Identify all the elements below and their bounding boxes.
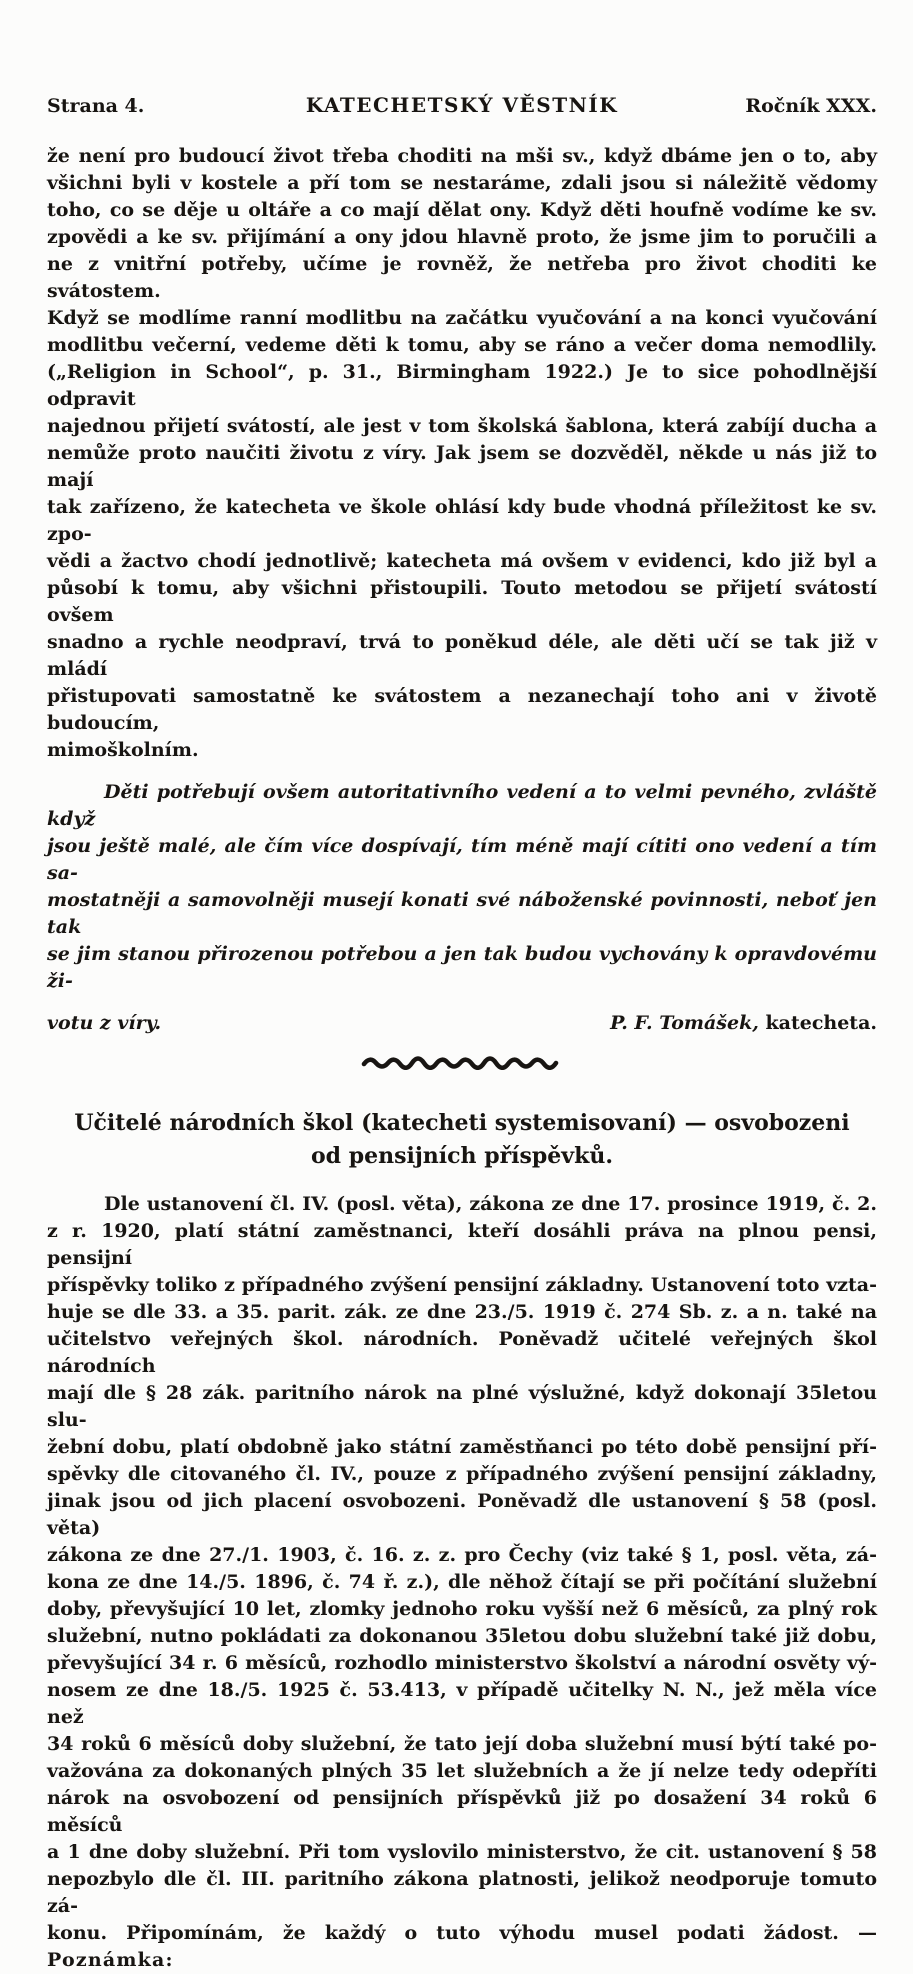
text-line: kona ze dne 14./5. 1896, č. 74 ř. z.), dle něhož čítají se při počítání služební: [47, 1571, 877, 1594]
article-pension: [47, 1107, 877, 1974]
text-line: važována za dokonaných plných 35 let služebních a že jí nelze tedy odepříti: [47, 1760, 877, 1783]
text-line: modlitbu večerní, vedeme děti k tomu, aby se ráno a večer doma nemodlily.: [47, 334, 877, 356]
text-line: najednou přijetí svátostí, ale jest v tom školská šablona, která zabíjí ducha a: [47, 415, 877, 437]
text-line: tak zařízeno, že katecheta ve škole ohlásí kdy bude vhodná příležitost ke sv. zpo-: [47, 496, 877, 545]
text-line: zpovědi a ke sv. přijímání a ony jdou hlavně proto, že jsme jim to poručili a: [47, 226, 877, 248]
page-body: [47, 143, 877, 1974]
text-line: nepozbylo dle čl. III. paritního zákona platnosti, jelikož neodporuje tomuto zá-: [47, 1868, 877, 1918]
text-line: mimoškolním.: [47, 739, 199, 761]
text-line: snadno a rychle neodpraví, trvá to poněkud déle, ale děti učí se tak již v mládí: [47, 631, 877, 680]
text-line: spěvky dle citovaného čl. IV., pouze z případného zvýšení pensijní základny,: [47, 1463, 877, 1486]
text-line: toho, co se děje u oltáře a co mají dělat ony. Když děti houfně vodíme ke sv.: [47, 199, 877, 221]
text-line: huje se dle 33. a 35. parit. zák. ze dne 23./5. 1919 č. 274 Sb. z. a n. také na: [47, 1301, 877, 1324]
text-line: se jim stanou přirozenou potřebou a jen tak budou vychovány k opravdovému ži-: [47, 943, 877, 992]
author-signature: [610, 1010, 877, 1037]
running-header: [47, 93, 877, 118]
italic-paragraph: [47, 779, 877, 995]
author-name: P. F. Tomášek,: [610, 1012, 759, 1034]
body-paragraph: [47, 1191, 877, 1974]
text-line: vědi a žactvo chodí jednotlivě; katecheta má ovšem v evidenci, kdo již byl a: [47, 550, 877, 572]
text-line: příspěvky toliko z případného zvýšení pensijní základny. Ustanovení toto vzta-: [47, 1274, 877, 1297]
text-line: všichni byli v kostele a pří tom se nestaráme, zdali jsou si náležitě vědomy: [47, 172, 877, 194]
wavy-divider: [357, 1051, 567, 1067]
body-paragraph: [47, 143, 877, 764]
text-line: jinak jsou od jich placení osvobozeni. Poněvadž dle ustanovení § 58 (posl. věta): [47, 1490, 877, 1540]
paragraph-end-text: votu z víry.: [47, 1012, 162, 1034]
article-title-line-1: Učitelé národních škol (katecheti systemisovaní) — osvobozeni: [74, 1110, 850, 1136]
signature-line: [47, 1010, 877, 1037]
text-line: [47, 1920, 877, 1974]
article-sacraments: [47, 143, 877, 1037]
text-line: a 1 dne doby služební. Při tom vyslovilo ministerstvo, že cit. ustanovení § 58: [47, 1841, 877, 1864]
text-line: ne z vnitřní potřeby, učíme je rovněž, že netřeba pro život choditi ke svátostem.: [47, 253, 877, 302]
volume-label: Ročník XXX.: [745, 95, 877, 117]
text-line: zákona ze dne 27./1. 1903, č. 16. z. z. pro Čechy (viz také § 1, posl. věta, zá-: [47, 1544, 877, 1567]
text-line: mostatněji a samovolněji musejí konati své náboženské povinnosti, neboť jen tak: [47, 889, 877, 938]
text-line: Děti potřebují ovšem autoritativního vedení a to velmi pevného, zvláště když: [47, 781, 877, 830]
text-line: jsou ještě malé, ale čím více dospívají, tím méně mají cítiti ono vedení a tím sa-: [47, 835, 877, 884]
text-line: nemůže proto naučiti životu z víry. Jak jsem se dozvěděl, někde u nás již to mají: [47, 442, 877, 491]
text-line: nárok na osvobození od pensijních příspěvků již po dosažení 34 roků 6 měsíců: [47, 1787, 877, 1837]
text-line: („Religion in School“, p. 31., Birmingham 1922.) Je to sice pohodlnější odpravit: [47, 361, 877, 410]
text-line: Dle ustanovení čl. IV. (posl. věta), zákona ze dne 17. prosince 1919, č. 2.: [104, 1193, 877, 1216]
text-line: přistupovati samostatně ke svátostem a nezanechají toho ani v životě budoucím,: [47, 685, 877, 734]
journal-title: KATECHETSKÝ VĚSTNÍK: [305, 93, 619, 117]
text-line: učitelstvo veřejných škol. národních. Poněvadž učitelé veřejných škol národních: [47, 1328, 877, 1378]
text-line: 34 roků 6 měsíců doby služební, že tato její doba služební musí býtí také po-: [47, 1733, 877, 1756]
page-number-label: Strana 4.: [47, 95, 145, 117]
text-line: převyšující 34 r. 6 měsíců, rozhodlo ministerstvo školství a národní osvěty vý-: [47, 1652, 877, 1675]
article-title-line-2: od pensijních příspěvků.: [311, 1143, 613, 1169]
text-line: Když se modlíme ranní modlitbu na začátku vyučování a na konci vyučování: [47, 307, 877, 329]
author-role: katecheta.: [765, 1012, 877, 1034]
text-line: doby, převyšující 10 let, zlomky jednoho roku vyšší než 6 měsíců, za plný rok: [47, 1598, 877, 1621]
text-line: že není pro budoucí život třeba choditi na mši sv., když dbáme jen o to, aby: [47, 145, 877, 167]
text-line: žební dobu, platí obdobně jako státní zaměstňanci po této době pensijní pří-: [47, 1436, 877, 1459]
text-line: nosem ze dne 18./5. 1925 č. 53.413, v případě učitelky N. N., jež měla více než: [47, 1679, 877, 1729]
text-line: služební, nutno pokládati za dokonanou 35letou dobu služební také již dobu,: [47, 1625, 877, 1648]
text-segment: konu. Připomínám, že každý o tuto výhodu musel podati žádost. —: [47, 1922, 877, 1945]
text-line: působí k tomu, aby všichni přistoupili. Touto metodou se přijetí svátostí ovšem: [47, 577, 877, 626]
article-title: [47, 1107, 877, 1173]
text-line: mají dle § 28 zák. paritního nárok na plné výslužné, když dokonají 35letou slu-: [47, 1382, 877, 1432]
text-line: z r. 1920, platí státní zaměstnanci, kteří dosáhli práva na plnou pensi, pensijní: [47, 1220, 877, 1270]
emphasis-text: Poznámka:: [47, 1949, 174, 1972]
